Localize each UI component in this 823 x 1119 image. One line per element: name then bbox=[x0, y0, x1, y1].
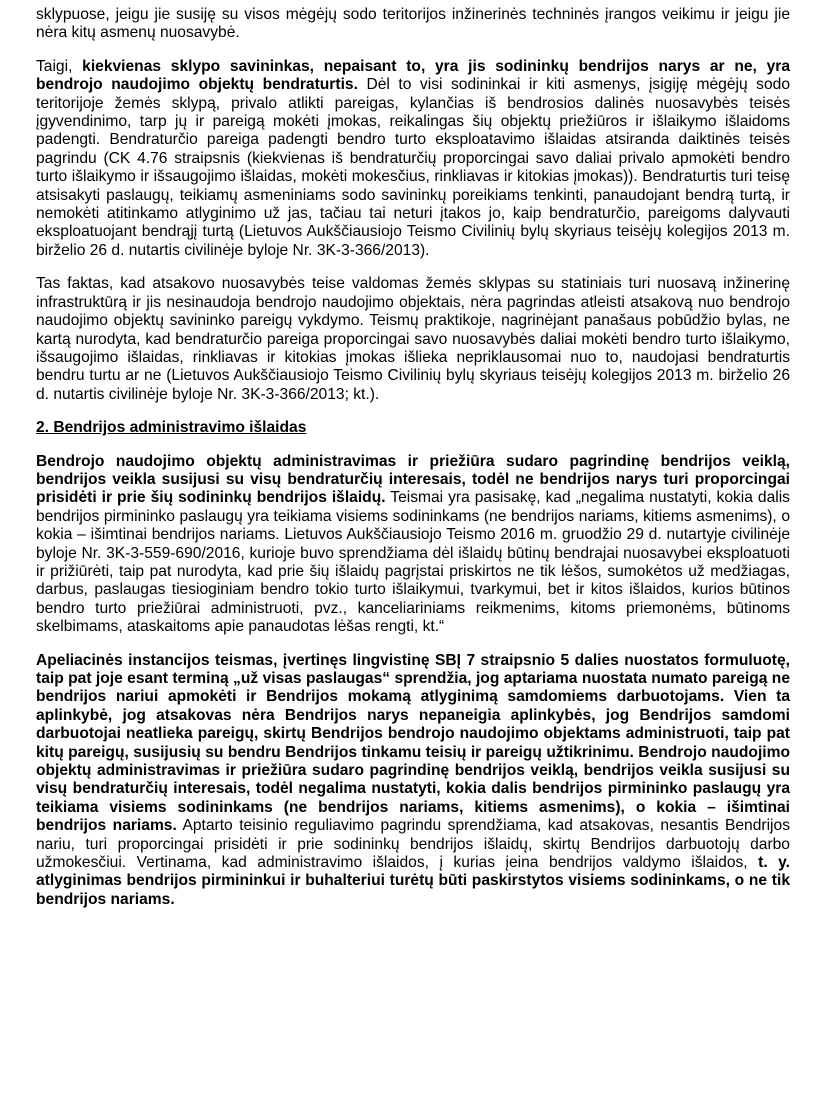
bold-text-run: Apeliacinės instancijos teismas, įvertinęs lingvistinę SBĮ 7 straipsnio 5 dalies nuostatos formuluotę, taip pat joje esant terminą „už visas paslaugas“ sprendžia, jog aptariama nuostata numato pareigą ne bendrijos nariui apmokėti ir Bendrijos mokamą atlyginimą samdomiems darbuotojams. Vien ta aplinkybė, jog atsakovas nėra Bendrijos narys nepaneigia aplinkybės, jog Bendrijos samdomi darbuotojai neatlieka pareigų, skirtų Bendrijos bendrojo naudojimo objektams administruoti, taip pat kitų pareigų, susijusių su bendru Bendrijos tinkamu teisių ir pareigų užtikrinimu. Bendrojo naudojimo objektų administravimas ir priežiūra sudaro pagrindinę bendrijos veiklą, bendrijos veikla susijusi su visų bendraturčių interesais, todėl negalima nustatyti, kokia dalis bendrijos pirmininko paslaugų yra teikiama visiems sodininkams (ne bendrijos nariams, kitiems asmenims), o kokia – išimtinai bendrijos nariams. bbox=[36, 651, 790, 835]
text-run: Aptarto teisinio reguliavimo pagrindu sprendžiama, kad atsakovas, nesantis Bendrijos nariu, turi proporcingai prisidėti ir prie sodininkų bendrijos išlaidų, skirtų Bendrijos darbuotojų darbo užmokesčiui. Vertinama, kad administravimo išlaidos, į kurias įeina bendrijos valdymo išlaidos, bbox=[36, 817, 790, 872]
paragraph bbox=[36, 58, 790, 260]
paragraph bbox=[36, 453, 790, 637]
paragraph bbox=[36, 275, 790, 404]
text-run: Tas faktas, kad atsakovo nuosavybės teise valdomas žemės sklypas su statiniais turi nuosavą inžinerinę infrastruktūrą ir jis nesinaudoja bendrojo naudojimo objektais, nėra pagrindas atleisti atsakovą nuo bendrojo naudojimo objektų savininko pareigų vykdymo. Teismų praktikoje, nagrinėjant panašaus pobūdžio bylas, ne kartą nurodyta, kad bendraturčio pareiga proporcingai savo nuosavybės daliai mokėti bendro turto išlaikymo, išsaugojimo išlaidas, rinkliavas ir kitokias įmokas išlieka nepriklausomai nuo to, naudojasi bendraturtis bendru turtu ar ne (Lietuvos Aukščiausiojo Teismo Civilinių bylų skyriaus teisėjų kolegijos 2013 m. birželio 26 d. nutartis civilinėje byloje Nr. 3K-3-366/2013; kt.). bbox=[36, 275, 790, 403]
section-heading: 2. Bendrijos administravimo išlaidas bbox=[36, 419, 307, 437]
text-run: sklypuose, jeigu jie susiję su visos mėgėjų sodo teritorijos inžinerinės techninės įrangos veikimu ir jeigu jie nėra kitų asmenų nuosavybė. bbox=[36, 6, 790, 42]
paragraph bbox=[36, 652, 790, 910]
bold-text-run: Bendrojo naudojimo objektų administravimas ir priežiūra sudaro pagrindinę bendrijos veiklą, bendrijos veikla susijusi su visų bendraturčių interesais, todėl ne bendrijos narys turi proporcingai prisidėti ir prie šių sodininkų bendrijos išlaidų. bbox=[36, 452, 790, 507]
text-run: Teismai yra pasisakę, kad „negalima nustatyti, kokia dalis bendrijos pirmininko paslaugų yra teikiama visiems sodininkams (ne bendrijos nariams, kitiems asmenims), o kokia – išimtinai bendrijos nariams. Lietuvos Aukščiausiojo Teismo 2016 m. gruodžio 29 d. nutartyje civilinėje byloje Nr. 3K-3-559-690/2016, kurioje buvo sprendžiama dėl išlaidų būtinų bendrajai nuosavybei eksploatuoti ir prižiūrėti, taip pat nurodyta, kad prie šių išlaidų pagrįstai priskirtos ne tik lėšos, sumokėtos už medžiagas, darbus, paslaugas tiesioginiam bendro tokio turto išlaikymui, tvarkymui, bet ir kitos išlaidos, kurios būtinos bendro turto priežiūrai administruoti, pvz., kanceliariniams reikmenims, kitoms priemonėms, būtinoms skelbimams, ataskaitoms apie panaudotas lėšas rengti, kt.“ bbox=[36, 489, 790, 636]
bold-text-run: kiekvienas sklypo savininkas, nepaisant to, yra jis sodininkų bendrijos narys ar ne, yra bendrojo naudojimo objektų bendraturtis. bbox=[36, 57, 790, 94]
text-run: Taigi, bbox=[36, 57, 83, 75]
bold-text-run: t. y. atlyginimas bendrijos pirmininkui ir buhalteriui turėtų būti paskirstytos visiems sodininkams, o ne tik bendrijos nariams. bbox=[36, 854, 790, 908]
text-run: Dėl to visi sodininkai ir kiti asmenys, įsigiję mėgėjų sodo teritorijoje žemės sklypą, privalo atlikti pareigas, kylančias iš bendrosios dalinės nuosavybės teisės įgyvendinimo, tarp jų ir pareigą mokėti įmokas, reikalingas šių objektų priežiūros ir išlaikymo išlaidoms padengti. Bendraturčio pareiga padengti bendro turto eksploatavimo išlaidas atsiranda daiktinės teisės pagrindu (CK 4.76 straipsnis (kiekvienas iš bendraturčių proporcingai savo daliai privalo apmokėti bendro turto išlaikymo ir išsaugojimo išlaidas, mokėti mokesčius, rinkliavas ir kitokias įmokas)). Bendraturtis turi teisę atsisakyti paslaugų, teikiamų asmeniniams sodo savininkų poreikiams tenkinti, panaudojant bendrą turtą, ir nemokėti atitinkamo atlyginimo už jas, tačiau tai neturi įtakos jo, kaip bendraturčio, pareigoms dalyvauti eksploatuojant bendrąjį turtą (Lietuvos Aukščiausiojo Teismo Civilinių bylų skyriaus teisėjų kolegijos 2013 m. birželio 26 d. nutartis civilinėje byloje Nr. 3K-3-366/2013). bbox=[36, 76, 790, 259]
document-body-after-heading bbox=[36, 453, 790, 910]
document-body-before-heading bbox=[36, 6, 790, 404]
paragraph bbox=[36, 6, 790, 43]
